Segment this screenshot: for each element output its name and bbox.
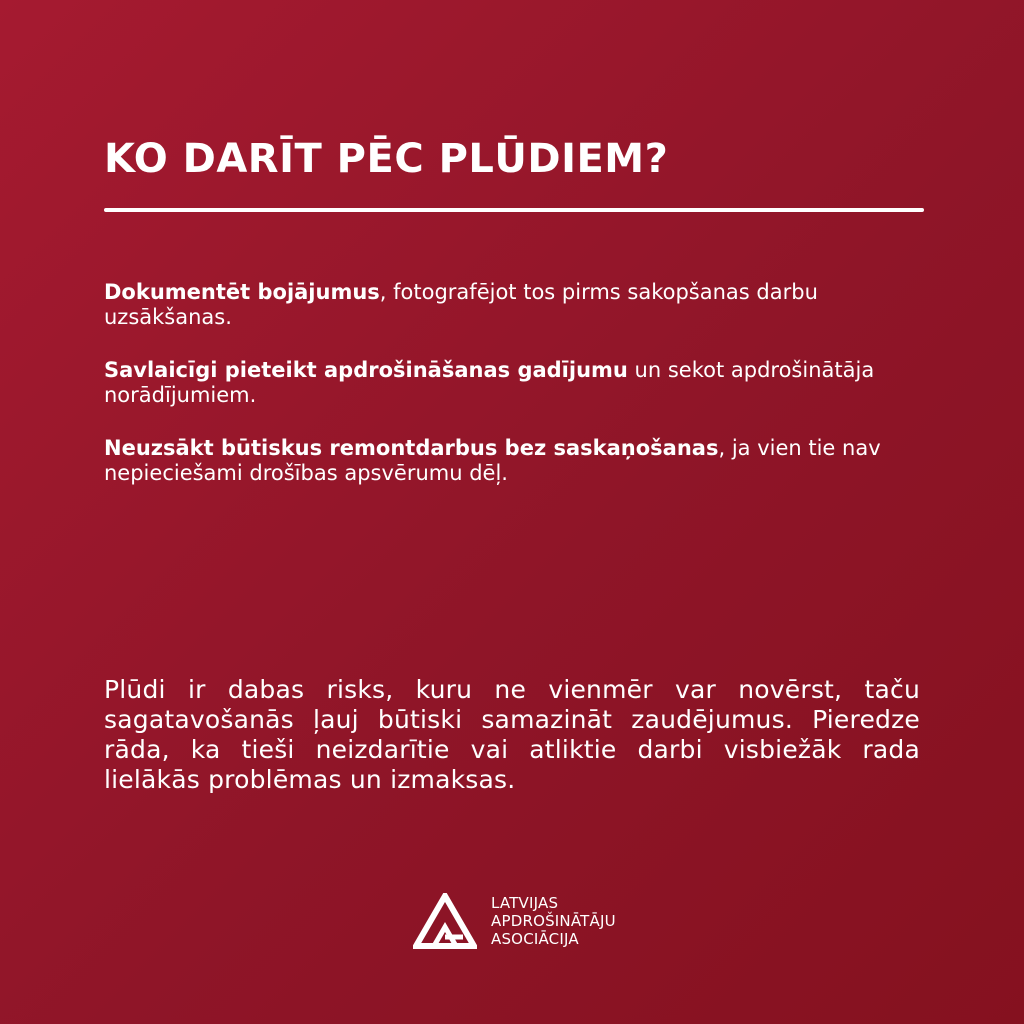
tip-item <box>104 280 924 330</box>
page-title: KO DARĪT PĒC PLŪDIEM? <box>104 135 669 182</box>
tips-list <box>104 280 924 514</box>
title-divider <box>104 208 924 212</box>
tip-lead: Neuzsākt būtiskus remontdarbus bez saskaņošanas <box>104 436 719 460</box>
brand-line: LATVIJAS <box>491 894 559 912</box>
summary-paragraph: Plūdi ir dabas risks, kuru ne vienmēr var novērst, taču sagatavošanās ļauj būtiski samazināt zaudējumus. Pieredze rāda, ka tieši neizdarītie vai atliktie darbi visbiežāk rada lielākās problēmas un izmaksas. <box>104 675 920 794</box>
triangle-logo-icon <box>413 893 477 949</box>
tip-lead: Savlaicīgi pieteikt apdrošināšanas gadījumu <box>104 358 628 382</box>
tip-text: , ja vien tie nav nepieciešami drošības apsvērumu dēļ. <box>104 436 881 485</box>
brand-line: ASOCIĀCIJA <box>491 930 579 948</box>
tip-lead: Dokumentēt bojājumus <box>104 280 380 304</box>
tip-text: , fotografējot tos pirms sakopšanas darbu uzsākšanas. <box>104 280 818 329</box>
brand-logo <box>413 893 616 949</box>
tip-item <box>104 358 924 408</box>
brand-line: APDROŠINĀTĀJU <box>491 912 616 930</box>
tip-item <box>104 436 924 486</box>
tip-text: un sekot apdrošinātāja norādījumiem. <box>104 358 875 407</box>
brand-name <box>491 894 616 948</box>
